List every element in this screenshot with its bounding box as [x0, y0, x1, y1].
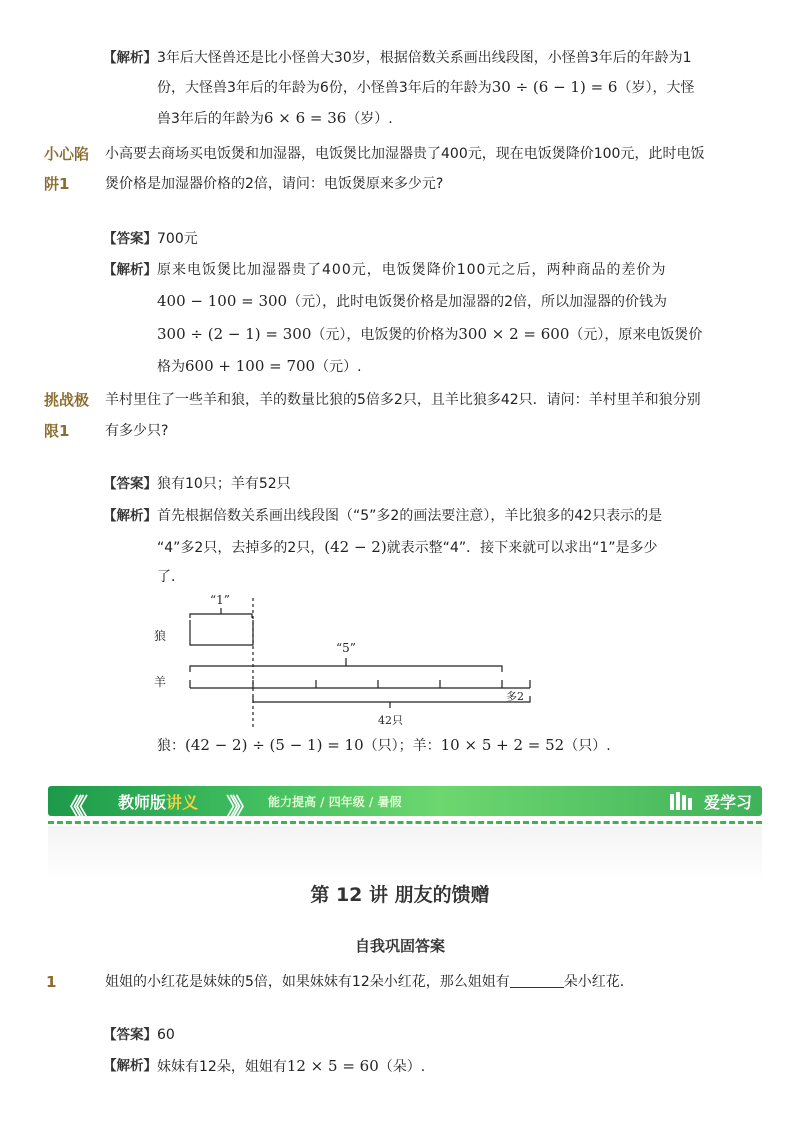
explanation-line: 格为600 + 100 = 700（元）. — [157, 357, 362, 375]
explanation-label: 【解析】 — [103, 50, 157, 66]
wolf-segment — [190, 620, 253, 645]
label-one: “1” — [210, 593, 230, 607]
section-subtitle: 自我巩固答案 — [354, 937, 445, 955]
explanation-line: 了． — [157, 569, 185, 585]
problem-heading: 挑战极 — [44, 391, 90, 409]
brand-name: 爱学习 — [703, 793, 752, 812]
breadcrumb: 能力提高 / 四年级 / 暑假 — [268, 795, 402, 809]
dashed-divider — [48, 821, 762, 824]
math-expression: 10 × 5 + 2 = 52 — [440, 736, 565, 754]
question-number: 1 — [46, 973, 57, 991]
problem-text: 煲价格是加湿器价格的2倍，请问：电饭煲原来多少元? — [105, 176, 444, 192]
label-sheep: 羊 — [154, 675, 167, 689]
problem-text: 小高要去商场买电饭煲和加湿器，电饭煲比加湿器贵了400元，现在电饭煲降价100元，此时电饭 — [105, 146, 705, 162]
explanation-line: 原来电饭煲比加湿器贵了400元，电饭煲降价100元之后，两种商品的差价为 — [157, 262, 667, 278]
math-expression: (42 − 2) — [324, 538, 387, 556]
math-expression: (42 − 2) ÷ (5 − 1) = 10 — [185, 736, 364, 754]
answer-blank — [510, 973, 564, 988]
answer-label: 【答案】 — [103, 231, 157, 247]
chevrons-right-icon: 》》 — [226, 793, 250, 821]
math-expression: 300 × 2 = 600 — [458, 325, 570, 343]
problem-heading: 限1 — [44, 422, 70, 440]
brace-five — [190, 666, 502, 672]
explanation-label: 【解析】 — [103, 508, 157, 524]
math-expression: 600 + 100 = 700 — [185, 357, 316, 375]
explanation-line: 妹妹有12朵，姐姐有12 × 5 = 60（朵）. — [157, 1057, 426, 1075]
label-diff: 42只 — [378, 714, 403, 727]
answer-value: 700元 — [157, 231, 198, 247]
label-extra: 多2 — [506, 690, 524, 703]
explanation-line: 份，大怪兽3年后的年龄为6份，小怪兽3年后的年龄为30 ÷ (6 − 1) = 6（岁），大怪 — [157, 78, 695, 96]
line-segment-diagram — [140, 590, 560, 730]
answer-value: 60 — [157, 1027, 175, 1043]
answer-label: 【答案】 — [103, 1027, 157, 1043]
header-shade — [48, 826, 762, 882]
brace-42 — [253, 696, 530, 702]
math-expression: 400 − 100 = 300 — [157, 292, 288, 310]
banner-title: 教师版讲义 — [118, 793, 199, 812]
label-wolf: 狼 — [154, 629, 167, 643]
problem-text: 羊村里住了一些羊和狼，羊的数量比狼的5倍多2只，且羊比狼多42只．请问：羊村里羊和狼分别 — [105, 392, 701, 408]
math-expression: 300 ÷ (2 − 1) = 300 — [157, 325, 312, 343]
explanation-label: 【解析】 — [103, 1058, 157, 1074]
label-five: “5” — [336, 641, 356, 655]
header-banner — [48, 786, 762, 821]
explanation-line: 3年后大怪兽还是比小怪兽大30岁，根据倍数关系画出线段图，小怪兽3年后的年龄为1 — [157, 50, 692, 66]
problem-text: 有多少只? — [105, 423, 169, 439]
answer-value: 狼有10只；羊有52只 — [157, 476, 291, 492]
explanation-line: 400 − 100 = 300（元），此时电饭煲价格是加湿器的2倍，所以加湿器的价钱为 — [157, 292, 668, 310]
explanation-line: 兽3年后的年龄为6 × 6 = 36（岁）. — [157, 109, 393, 127]
explanation-line: “4”多2只，去掉多的2只，(42 − 2)就表示整“4”．接下来就可以求出“1”是多少 — [157, 538, 658, 556]
explanation-line: 300 ÷ (2 − 1) = 300（元），电饭煲的价格为300 × 2 = 600（元），原来电饭煲价 — [157, 325, 703, 343]
chevrons-left-icon: 《《 — [58, 793, 82, 821]
lecture-title: 第 12 讲 朋友的馈赠 — [310, 884, 490, 906]
question-text: 姐姐的小红花是妹妹的5倍，如果妹妹有12朵小红花，那么姐姐有 朵小红花． — [105, 974, 634, 990]
answer-label: 【答案】 — [103, 476, 157, 492]
math-expression: 30 ÷ (6 − 1) = 6 — [491, 78, 618, 96]
math-expression: 6 × 6 = 36 — [263, 109, 347, 127]
brand-logo-icon — [670, 792, 692, 810]
math-expression: 12 × 5 = 60 — [286, 1057, 379, 1075]
problem-heading: 阱1 — [44, 175, 70, 193]
brace-one — [190, 614, 252, 618]
explanation-line: 首先根据倍数关系画出线段图（“5”多2的画法要注意），羊比狼多的42只表示的是 — [157, 508, 663, 524]
result-line: 狼：(42 − 2) ÷ (5 − 1) = 10（只）；羊：10 × 5 + 2 = 52（只）. — [157, 736, 611, 754]
explanation-label: 【解析】 — [103, 262, 157, 278]
problem-heading: 小心陷 — [44, 145, 90, 163]
